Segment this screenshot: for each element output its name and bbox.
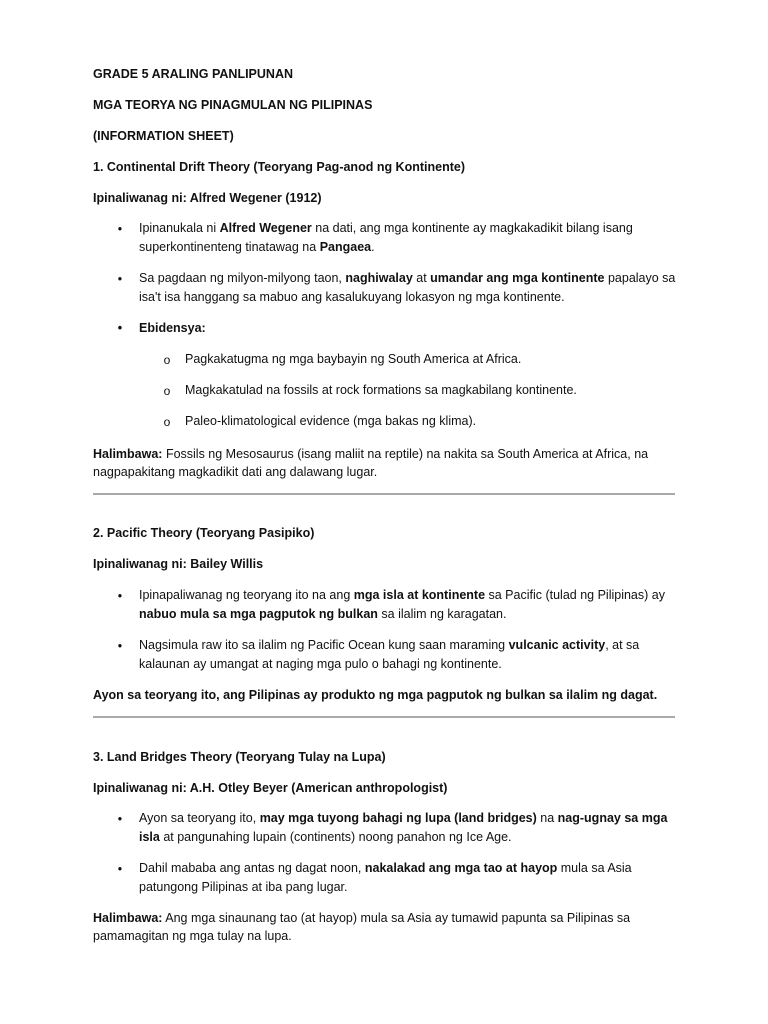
- bullet-icon: •: [117, 321, 123, 335]
- divider: [93, 716, 675, 718]
- bullet-icon: •: [117, 862, 123, 876]
- section-3-explained-by: Ipinaliwanag ni: A.H. Otley Beyer (American anthropologist): [93, 781, 448, 795]
- section-1-explained-by: Ipinaliwanag ni: Alfred Wegener (1912): [93, 191, 322, 205]
- bullet-icon: •: [117, 589, 123, 603]
- bullet-icon: •: [117, 222, 123, 236]
- evidence-item: Paleo-klimatological evidence (mga bakas ng klima).: [185, 414, 477, 428]
- section-2-bullet-1: Ipinapaliwanag ng teoryang ito na ang mga isla at kontinente sa Pacific (tulad ng Pilipinas) ay nabuo mula sa mga pagputok ng bulkan sa ilalim ng karagatan.: [139, 588, 665, 621]
- circle-bullet-icon: o: [163, 415, 171, 429]
- document-subtitle: MGA TEORYA NG PINAGMULAN NG PILIPINAS: [93, 98, 373, 112]
- document-title: GRADE 5 ARALING PANLIPUNAN: [93, 67, 294, 81]
- section-2-explained-by: Ipinaliwanag ni: Bailey Willis: [93, 557, 264, 571]
- section-2-heading: 2. Pacific Theory (Teoryang Pasipiko): [93, 526, 315, 540]
- section-3-heading: 3. Land Bridges Theory (Teoryang Tulay na Lupa): [93, 750, 386, 764]
- evidence-item: Pagkakatugma ng mga baybayin ng South America at Africa.: [185, 352, 522, 366]
- circle-bullet-icon: o: [163, 384, 171, 398]
- section-3-bullet-2: Dahil mababa ang antas ng dagat noon, nakalakad ang mga tao at hayop mula sa Asia patungong Pilipinas at iba pang lugar.: [139, 861, 632, 894]
- bullet-icon: •: [117, 812, 123, 826]
- section-3-bullet-1: Ayon sa teoryang ito, may mga tuyong bahagi ng lupa (land bridges) na nag-ugnay sa mga isla at pangunahing lupain (continents) noong panahon ng Ice Age.: [139, 811, 668, 844]
- section-1-example: Halimbawa: Fossils ng Mesosaurus (isang maliit na reptile) na nakita sa South America at Africa, na nagpapakitang magkadikit dati ang dalawang lugar.: [93, 447, 649, 479]
- evidence-label: Ebidensya:: [139, 321, 206, 335]
- sheet-label: (INFORMATION SHEET): [93, 129, 234, 143]
- section-1-bullet-2: Sa pagdaan ng milyon-milyong taon, naghiwalay at umandar ang mga kontinente papalayo sa isa't isa hanggang sa mabuo ang kasalukuyang lokasyon ng mga kontinente.: [139, 271, 676, 304]
- section-3-example: Halimbawa: Ang mga sinaunang tao (at hayop) mula sa Asia ay tumawid papunta sa Pilipinas sa pamamagitan ng mga tulay na lupa.: [93, 911, 631, 943]
- section-2-bullet-2: Nagsimula raw ito sa ilalim ng Pacific Ocean kung saan maraming vulcanic activity, at sa kalaunan ay umangat at naging mga pulo o bahagi ng kontinente.: [139, 638, 640, 671]
- section-1-heading: 1. Continental Drift Theory (Teoryang Pag-anod ng Kontinente): [93, 160, 465, 174]
- section-1-bullet-1: Ipinanukala ni Alfred Wegener na dati, ang mga kontinente ay magkakadikit bilang isang superkontinenteng tinatawag na Pangaea.: [139, 221, 633, 254]
- bullet-icon: •: [117, 639, 123, 653]
- divider: [93, 493, 675, 495]
- evidence-item: Magkakatulad na fossils at rock formations sa magkabilang kontinente.: [185, 383, 577, 397]
- circle-bullet-icon: o: [163, 353, 171, 367]
- section-2-conclusion: Ayon sa teoryang ito, ang Pilipinas ay produkto ng mga pagputok ng bulkan sa ilalim ng dagat.: [93, 688, 658, 702]
- bullet-icon: •: [117, 272, 123, 286]
